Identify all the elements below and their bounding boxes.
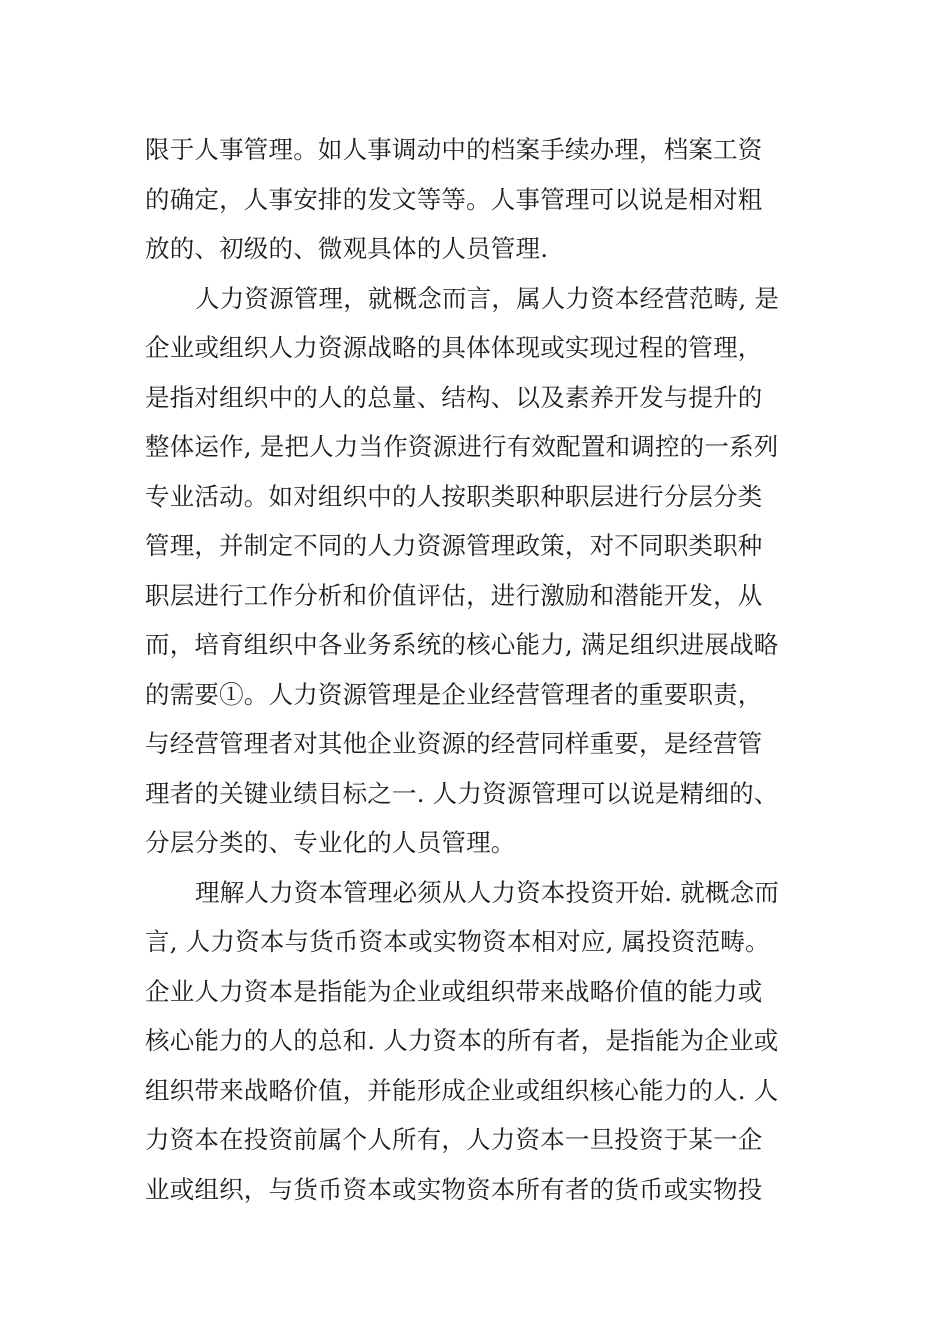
text-line: 的确定，人事安排的发文等等。人事管理可以说是相对粗 [145, 184, 763, 214]
text-line: 力资本在投资前属个人所有，人力资本一旦投资于某一企 [145, 1125, 763, 1154]
paragraph-first-line: 人力资源管理，就概念而言，属人力资本经营范畴, 是 [195, 283, 780, 313]
text-line: 管理，并制定不同的人力资源管理政策，对不同职类职种 [145, 531, 763, 560]
text-line: 而，培育组织中各业务系统的核心能力, 满足组织进展战略 [145, 630, 779, 659]
body-text [145, 125, 805, 1214]
text-line: 理者的关键业绩目标之一. 人力资源管理可以说是精细的、 [145, 778, 779, 808]
text-line: 言, 人力资本与货币资本或实物资本相对应, 属投资范畴。 [145, 927, 770, 956]
text-line: 与经营管理者对其他企业资源的经营同样重要，是经营管 [145, 729, 763, 758]
text-line: 是指对组织中的人的总量、结构、以及素养开发与提升的 [145, 382, 763, 412]
text-line: 核心能力的人的总和. 人力资本的所有者，是指能为企业或 [145, 1026, 779, 1055]
text-line: 限于人事管理。如人事调动中的档案手续办理，档案工资 [145, 135, 763, 164]
text-line: 企业人力资本是指能为企业或组织带来战略价值的能力或 [145, 976, 763, 1006]
text-line: 组织带来战略价值，并能形成企业或组织核心能力的人. 人 [145, 1075, 779, 1105]
text-line: 分层分类的、专业化的人员管理。 [145, 828, 516, 857]
text-line: 专业活动。如对组织中的人按职类职种职层进行分层分类 [145, 481, 763, 511]
text-line: 职层进行工作分析和价值评估，进行激励和潜能开发，从 [145, 580, 763, 610]
text-line: 整体运作, 是把人力当作资源进行有效配置和调控的一系列 [145, 432, 779, 461]
text-line: 业或组织，与货币资本或实物资本所有者的货币或实物投 [145, 1174, 763, 1204]
paragraph-first-line: 理解人力资本管理必须从人力资本投资开始. 就概念而 [195, 877, 780, 907]
text-line: 的需要①。人力资源管理是企业经营管理者的重要职责， [145, 679, 763, 709]
text-line: 放的、初级的、微观具体的人员管理. [145, 234, 549, 263]
text-line: 企业或组织人力资源战略的具体体现或实现过程的管理， [145, 333, 763, 362]
